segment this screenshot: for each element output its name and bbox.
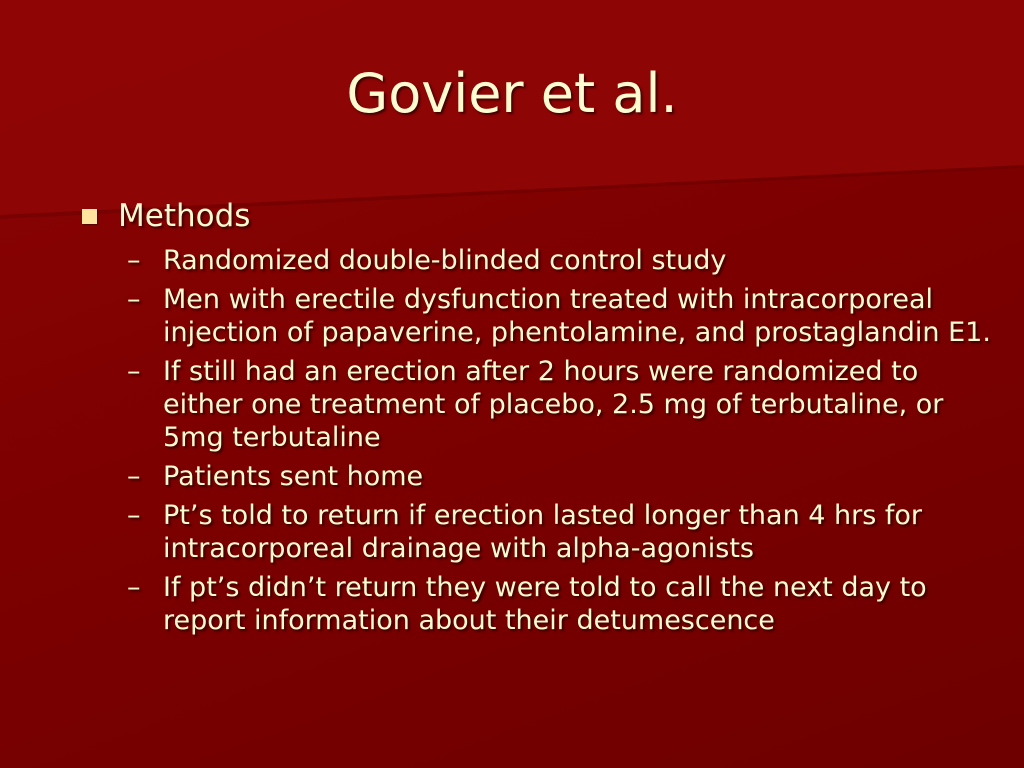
- dash-marker: –: [127, 461, 141, 492]
- dash-marker: –: [127, 356, 141, 387]
- list-item-text: Pt’s told to return if erection lasted longer than 4 hrs for intracorporeal drainage with alpha-agonists: [163, 500, 923, 564]
- sub-bullet-list: [82, 244, 997, 637]
- bullet-methods: [82, 194, 997, 238]
- dash-marker: –: [127, 500, 141, 531]
- list-item: [127, 499, 997, 565]
- list-item: [127, 283, 997, 349]
- list-item: [127, 460, 997, 493]
- dash-marker: –: [127, 284, 141, 315]
- list-item: [127, 571, 997, 637]
- slide-title: Govier et al.: [346, 62, 678, 125]
- list-item-text: Men with erectile dysfunction treated with intracorporeal injection of papaverine, phentolamine, and prostaglandin E1.: [163, 284, 991, 348]
- dash-marker: –: [127, 572, 141, 603]
- list-item-text: Randomized double-blinded control study: [163, 245, 727, 276]
- list-item: [127, 244, 997, 277]
- list-item: [127, 355, 997, 454]
- list-item-text: Patients sent home: [163, 461, 424, 492]
- list-item-text: If still had an erection after 2 hours were randomized to either one treatment of placebo, 2.5 mg of terbutaline, or 5mg terbutaline: [163, 356, 944, 453]
- bullet-label: Methods: [118, 198, 251, 234]
- square-bullet-icon: [82, 209, 97, 224]
- list-item-text: If pt’s didn’t return they were told to call the next day to report information about their detumescence: [163, 572, 927, 636]
- slide-body: [82, 194, 997, 637]
- dash-marker: –: [127, 245, 141, 276]
